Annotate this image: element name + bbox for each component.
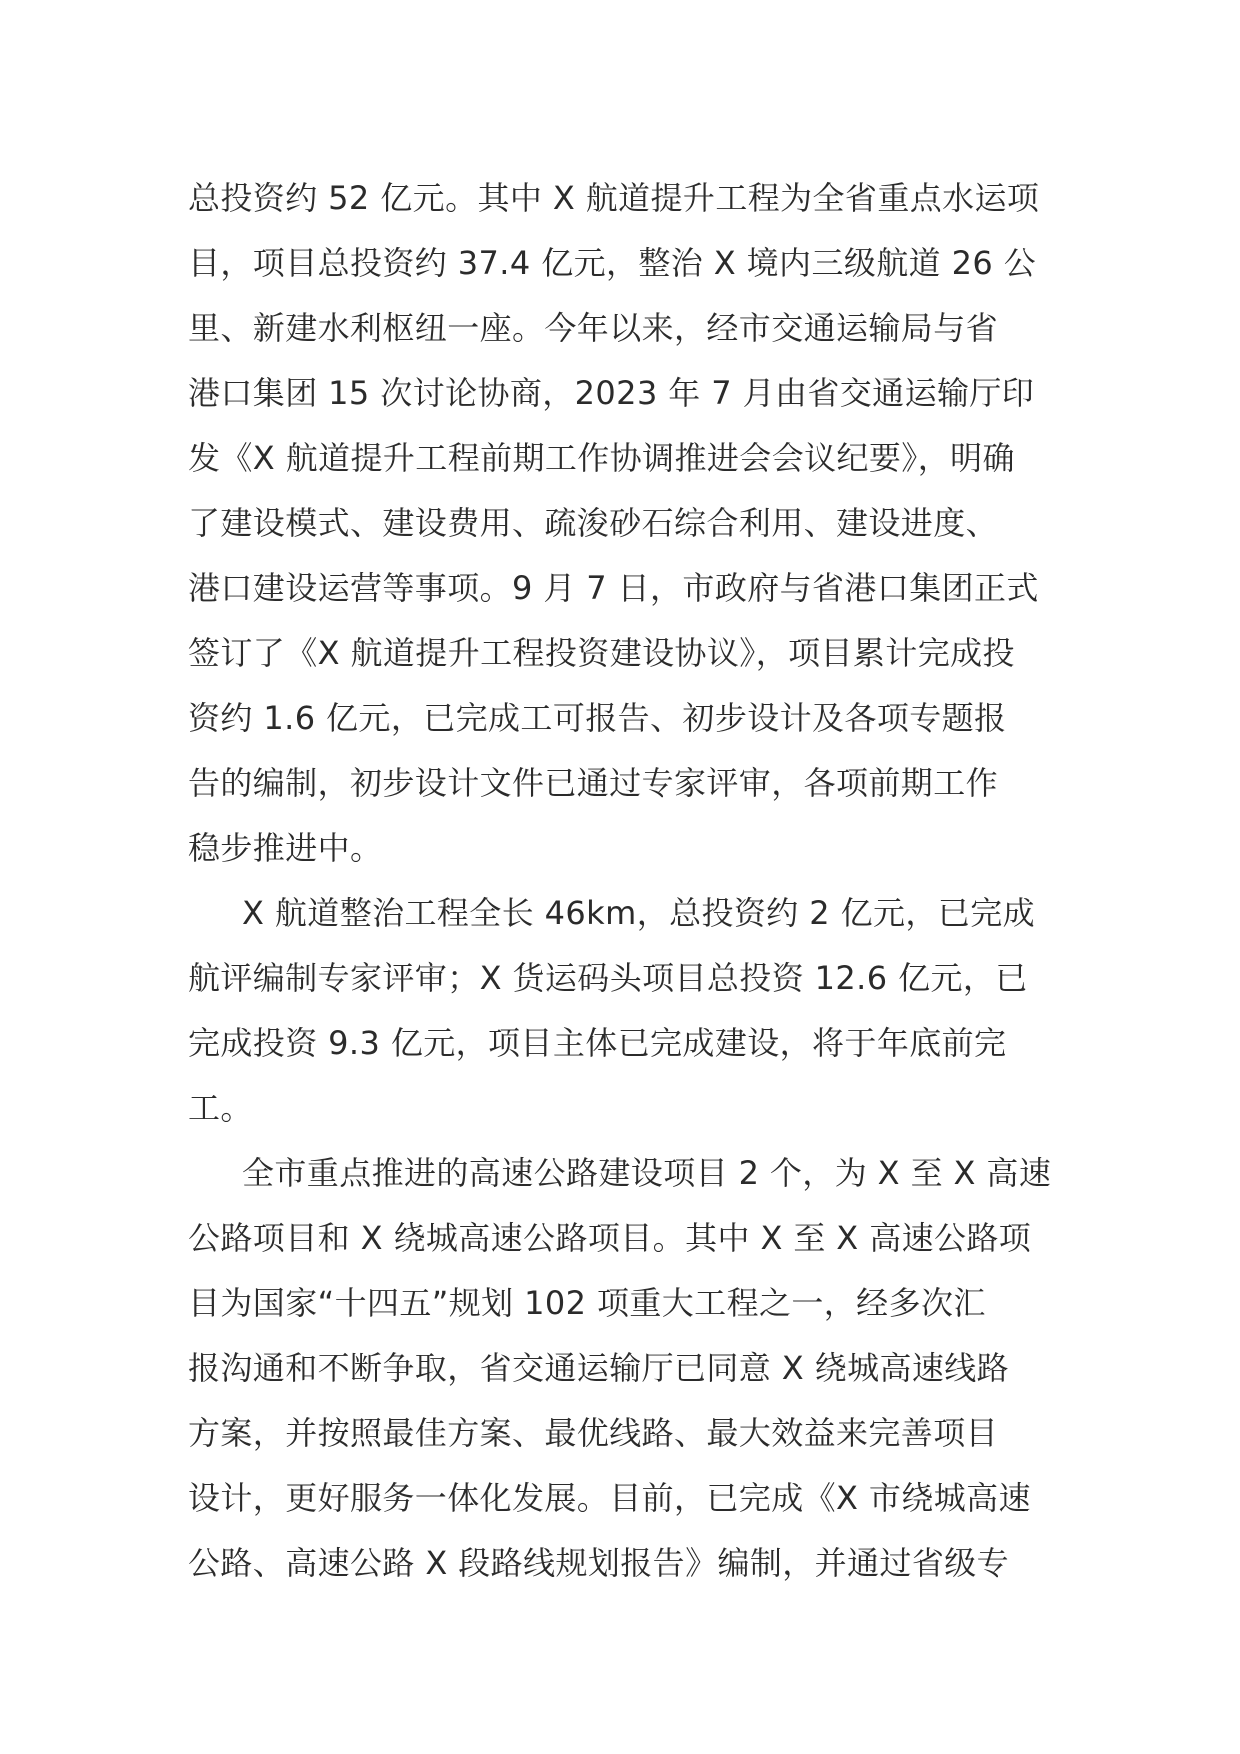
text-line: 方案，并按照最佳方案、最优线路、最大效益来完善项目: [188, 1414, 999, 1452]
text-line-paragraph-start: 全市重点推进的高速公路建设项目 2 个，为 X 至 X 高速: [242, 1154, 1052, 1192]
text-line: 目为国家“十四五”规划 102 项重大工程之一，经多次汇: [188, 1284, 986, 1322]
text-line: 签订了《X 航道提升工程投资建设协议》，项目累计完成投: [188, 634, 1015, 672]
text-line-paragraph-start: X 航道整治工程全长 46km，总投资约 2 亿元，已完成: [242, 894, 1035, 932]
text-line: 设计，更好服务一体化发展。目前，已完成《X 市绕城高速: [188, 1479, 1031, 1517]
text-line: 航评编制专家评审；X 货运码头项目总投资 12.6 亿元，已: [188, 959, 1028, 997]
text-line: 公路项目和 X 绕城高速公路项目。其中 X 至 X 高速公路项: [188, 1219, 1032, 1257]
text-line: 公路、高速公路 X 段路线规划报告》编制，并通过省级专: [188, 1544, 1010, 1582]
text-line: 发《X 航道提升工程前期工作协调推进会会议纪要》，明确: [188, 439, 1015, 477]
text-line: 资约 1.6 亿元，已完成工可报告、初步设计及各项专题报: [188, 699, 1007, 737]
text-line: 告的编制，初步设计文件已通过专家评审，各项前期工作: [188, 764, 999, 802]
text-line: 港口集团 15 次讨论协商，2023 年 7 月由省交通运输厅印: [188, 374, 1035, 412]
text-line: 港口建设运营等事项。9 月 7 日，市政府与省港口集团正式: [188, 569, 1039, 607]
text-line: 工。: [188, 1089, 253, 1127]
text-line: 里、新建水利枢纽一座。今年以来，经市交通运输局与省: [188, 309, 999, 347]
document-body: [188, 166, 1058, 1596]
text-line: 稳步推进中。: [188, 829, 383, 867]
text-line: 报沟通和不断争取，省交通运输厅已同意 X 绕城高速线路: [188, 1349, 1010, 1387]
text-line: 完成投资 9.3 亿元，项目主体已完成建设，将于年底前完: [188, 1024, 1007, 1062]
text-line: 目，项目总投资约 37.4 亿元，整治 X 境内三级航道 26 公: [188, 244, 1037, 282]
text-line: 了建设模式、建设费用、疏浚砂石综合利用、建设进度、: [188, 504, 999, 542]
text-line: 总投资约 52 亿元。其中 X 航道提升工程为全省重点水运项: [188, 179, 1040, 217]
